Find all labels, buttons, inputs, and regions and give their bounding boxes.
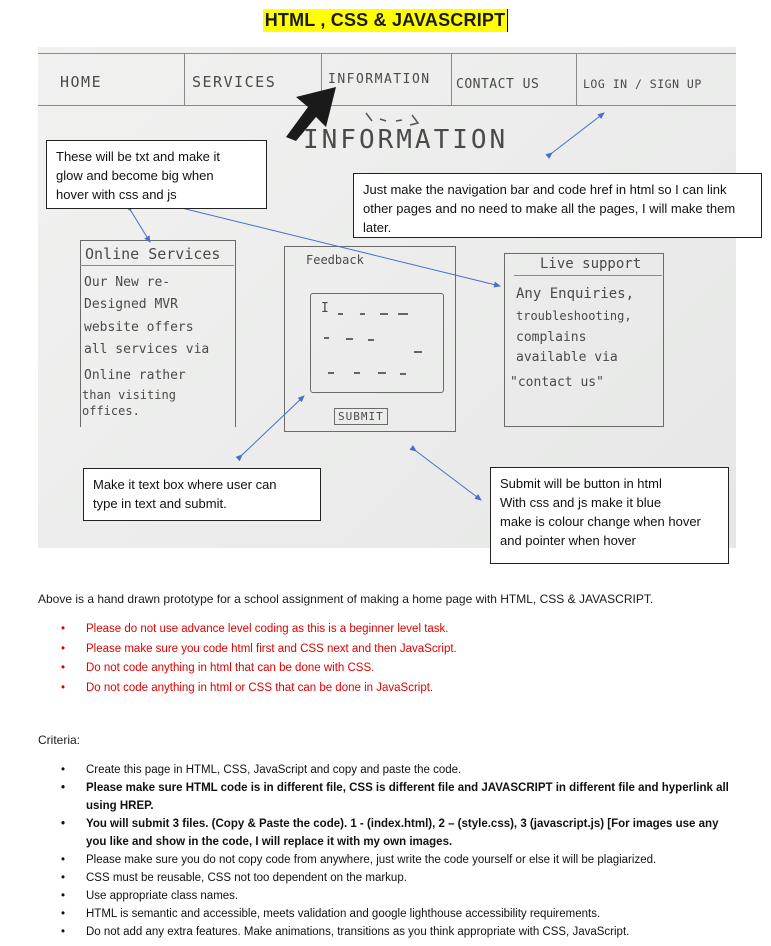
sketch-nav-information: INFORMATION bbox=[328, 72, 431, 87]
bullet-icon: • bbox=[61, 623, 66, 635]
bullet-icon: • bbox=[61, 782, 66, 794]
document-title: HTML , CSS & JAVASCRIPT bbox=[263, 9, 509, 32]
bullet-icon: • bbox=[61, 681, 66, 694]
callout-submit-note bbox=[490, 467, 729, 564]
sketch-submit-button: SUBMIT bbox=[334, 408, 388, 425]
bullet-icon: • bbox=[61, 926, 66, 938]
sketch-heading: INFORMATION bbox=[303, 125, 509, 155]
criteria-item: • HTML is semantic and accessible, meets validation and google lighthouse accessibility requirements. bbox=[0, 905, 729, 923]
callout-line: type in text and submit. bbox=[93, 496, 227, 511]
rule-item: • Do not code anything in html or CSS that can be done in JavaScript. bbox=[0, 679, 457, 699]
sketch-live-line: Any Enquiries, bbox=[516, 286, 635, 302]
callout-line: hover with css and js bbox=[56, 187, 177, 202]
rule-item: • Please make sure you code html first and CSS next and then JavaScript. bbox=[0, 640, 457, 660]
callout-line: Make it text box where user can bbox=[93, 477, 277, 492]
criteria-list bbox=[0, 761, 729, 941]
criteria-item: • Create this page in HTML, CSS, JavaScript and copy and paste the code. bbox=[0, 761, 729, 779]
sketch-online-line: website offers bbox=[84, 320, 194, 335]
sketch-live-line: complains bbox=[516, 330, 587, 345]
rules-list bbox=[0, 620, 457, 698]
sketch-nav-login: LOG IN / SIGN UP bbox=[583, 77, 702, 91]
sketch-nav-contact: CONTACT US bbox=[456, 77, 540, 92]
sketch-live-line: troubleshooting, bbox=[516, 309, 632, 323]
bullet-icon: • bbox=[61, 764, 66, 776]
bullet-icon: • bbox=[61, 642, 66, 655]
sketch-live-title: Live support bbox=[540, 256, 642, 272]
criteria-item: • Please make sure you do not copy code from anywhere, just write the code yourself or else it will be plagiarized. bbox=[0, 851, 729, 869]
criteria-item: • Do not add any extra features. Make animations, transitions as you think appropriate with CSS, JavaScript. bbox=[0, 923, 729, 941]
rule-item: • Do not code anything in html that can be done with CSS. bbox=[0, 659, 457, 679]
sketch-feedback-cursor: I bbox=[321, 301, 329, 316]
bullet-icon: • bbox=[61, 890, 66, 902]
callout-line: make is colour change when hover bbox=[500, 514, 701, 529]
callout-line: Submit will be button in html bbox=[500, 476, 662, 491]
bullet-icon: • bbox=[61, 872, 66, 884]
sketch-nav-services: SERVICES bbox=[192, 73, 277, 91]
sketch-live-line: "contact us" bbox=[510, 375, 604, 390]
criteria-item: • CSS must be reusable, CSS not too dependent on the markup. bbox=[0, 869, 729, 887]
rule-item: • Please do not use advance level coding as this is a beginner level task. bbox=[0, 620, 457, 640]
callout-textbox-note bbox=[83, 468, 321, 521]
sketch-online-line: Designed MVR bbox=[84, 297, 178, 312]
bullet-icon: • bbox=[61, 854, 66, 866]
sketch-online-title: Online Services bbox=[85, 245, 221, 263]
criteria-item: • Please make sure HTML code is in different file, CSS is different file and JAVASCRIPT in different file and hyperlink all using HREP. bbox=[0, 779, 729, 815]
sketch-online-line: offices. bbox=[82, 404, 140, 418]
sketch-nav-home: HOME bbox=[60, 73, 103, 91]
sketch-online-line: Online rather bbox=[84, 368, 186, 383]
bullet-icon: • bbox=[61, 818, 66, 830]
bullet-icon: • bbox=[61, 662, 66, 674]
sketch-online-line: Our New re- bbox=[84, 275, 171, 290]
description: Above is a hand drawn prototype for a school assignment of making a home page with HTML, CSS & JAVASCRIPT. bbox=[38, 592, 654, 606]
callout-line: Just make the navigation bar and code href in html so I can link bbox=[363, 182, 727, 197]
sketch-online-line: all services via bbox=[84, 342, 210, 357]
callout-line: and pointer when hover bbox=[500, 533, 636, 548]
criteria-item: • You will submit 3 files. (Copy & Paste the code). 1 - (index.html), 2 – (style.css), 3 (javascript.js) [For images use any you like and show in the code, I will replace it with my own images. bbox=[0, 815, 729, 851]
callout-line: other pages and no need to make all the pages, I will make them bbox=[363, 201, 736, 216]
callout-line: later. bbox=[363, 220, 392, 235]
bullet-icon: • bbox=[61, 908, 66, 920]
sketch-feedback-title: Feedback bbox=[306, 253, 364, 267]
callout-line: With css and js make it blue bbox=[500, 495, 662, 510]
criteria-item: • Use appropriate class names. bbox=[0, 887, 729, 905]
callout-hover-text bbox=[46, 140, 267, 209]
callout-line: glow and become big when bbox=[56, 168, 214, 183]
sketch-online-line: than visiting bbox=[82, 388, 176, 402]
criteria-label: Criteria: bbox=[38, 733, 81, 747]
callout-nav-note bbox=[353, 173, 762, 238]
sketch-live-line: available via bbox=[516, 350, 618, 365]
callout-line: These will be txt and make it bbox=[56, 149, 221, 164]
